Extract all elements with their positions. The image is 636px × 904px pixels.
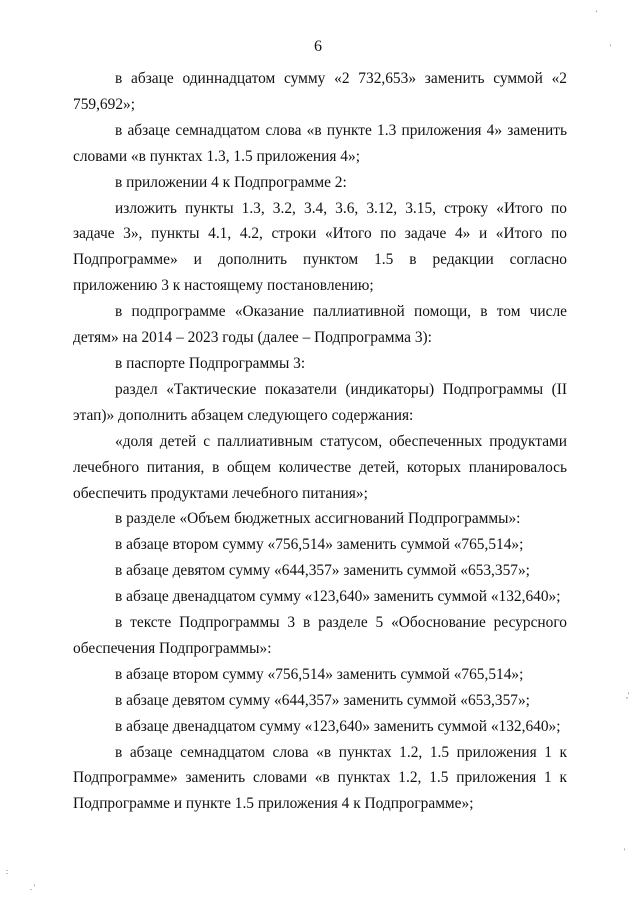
paragraph: в абзаце двенадцатом сумму «123,640» заменить суммой «132,640»; — [115, 588, 561, 606]
scan-artifact: . ' — [30, 883, 36, 892]
paragraph: в разделе «Объем бюджетных ассигнований Подпрограммы»: — [115, 510, 521, 528]
page-number: 6 — [314, 38, 322, 55]
paragraph: в абзаце двенадцатом сумму «123,640» заменить суммой «132,640»; — [115, 717, 561, 735]
document-body — [73, 66, 567, 817]
paragraph: «доля детей с паллиативным статусом, обеспеченных продуктами лечебного питания, в общем количестве детей, которых планировалось обеспечить продуктами лечебного питания»; — [73, 432, 567, 502]
scan-artifact: ' — [624, 847, 626, 856]
paragraph: в абзаце одиннадцатом сумму «2 732,653» заменить суммой «2 759,692»; — [73, 70, 567, 113]
paragraph: изложить пункты 1.3, 3.2, 3.4, 3.6, 3.12, 3.15, строку «Итого по задаче 3», пункты 4.1, 4.2, строки «Итого по задаче 4» и «Итого по Подпрограмме» и дополнить пунктом 1.5 в редакции согласно приложению 3 к настоящему постановлению; — [73, 199, 567, 295]
paragraph: в абзаце втором сумму «756,514» заменить суммой «765,514»; — [115, 665, 524, 683]
scan-artifact: ' — [610, 43, 612, 52]
paragraph: в абзаце семнадцатом слова «в пункте 1.3 приложения 4» заменить словами «в пунктах 1.3, 1.5 приложения 4»; — [73, 121, 567, 165]
paragraph: в абзаце втором сумму «756,514» заменить суммой «765,514»; — [115, 536, 524, 554]
paragraph: в тексте Подпрограммы 3 в разделе 5 «Обоснование ресурсного обеспечения Подпрограммы»: — [73, 614, 567, 657]
scan-artifact: ,' — [626, 691, 630, 700]
paragraph: в абзаце девятом сумму «644,357» заменить суммой «653,357»; — [115, 691, 530, 709]
paragraph: в паспорте Подпрограммы 3: — [115, 354, 306, 372]
paragraph: в абзаце девятом сумму «644,357» заменить суммой «653,357»; — [115, 562, 530, 580]
scan-artifact: ' — [596, 9, 598, 18]
paragraph: в подпрограмме «Оказание паллиативной помощи, в том числе детям» на 2014 – 2023 годы (далее – Подпрограмма 3): — [73, 303, 567, 347]
paragraph: в абзаце семнадцатом слова «в пунктах 1.2, 1.5 приложения 1 к Подпрограмме» заменить словами «в пунктах 1.2, 1.5 приложения 1 к Подпрограмме и пункте 1.5 приложения 4 к Подпрограмме»; — [73, 743, 567, 813]
paragraph: раздел «Тактические показатели (индикаторы) Подпрограммы (II этап)» дополнить абзацем следующего содержания: — [73, 380, 567, 424]
scan-artifact: : — [6, 867, 9, 876]
paragraph: в приложении 4 к Подпрограмме 2: — [115, 173, 347, 191]
